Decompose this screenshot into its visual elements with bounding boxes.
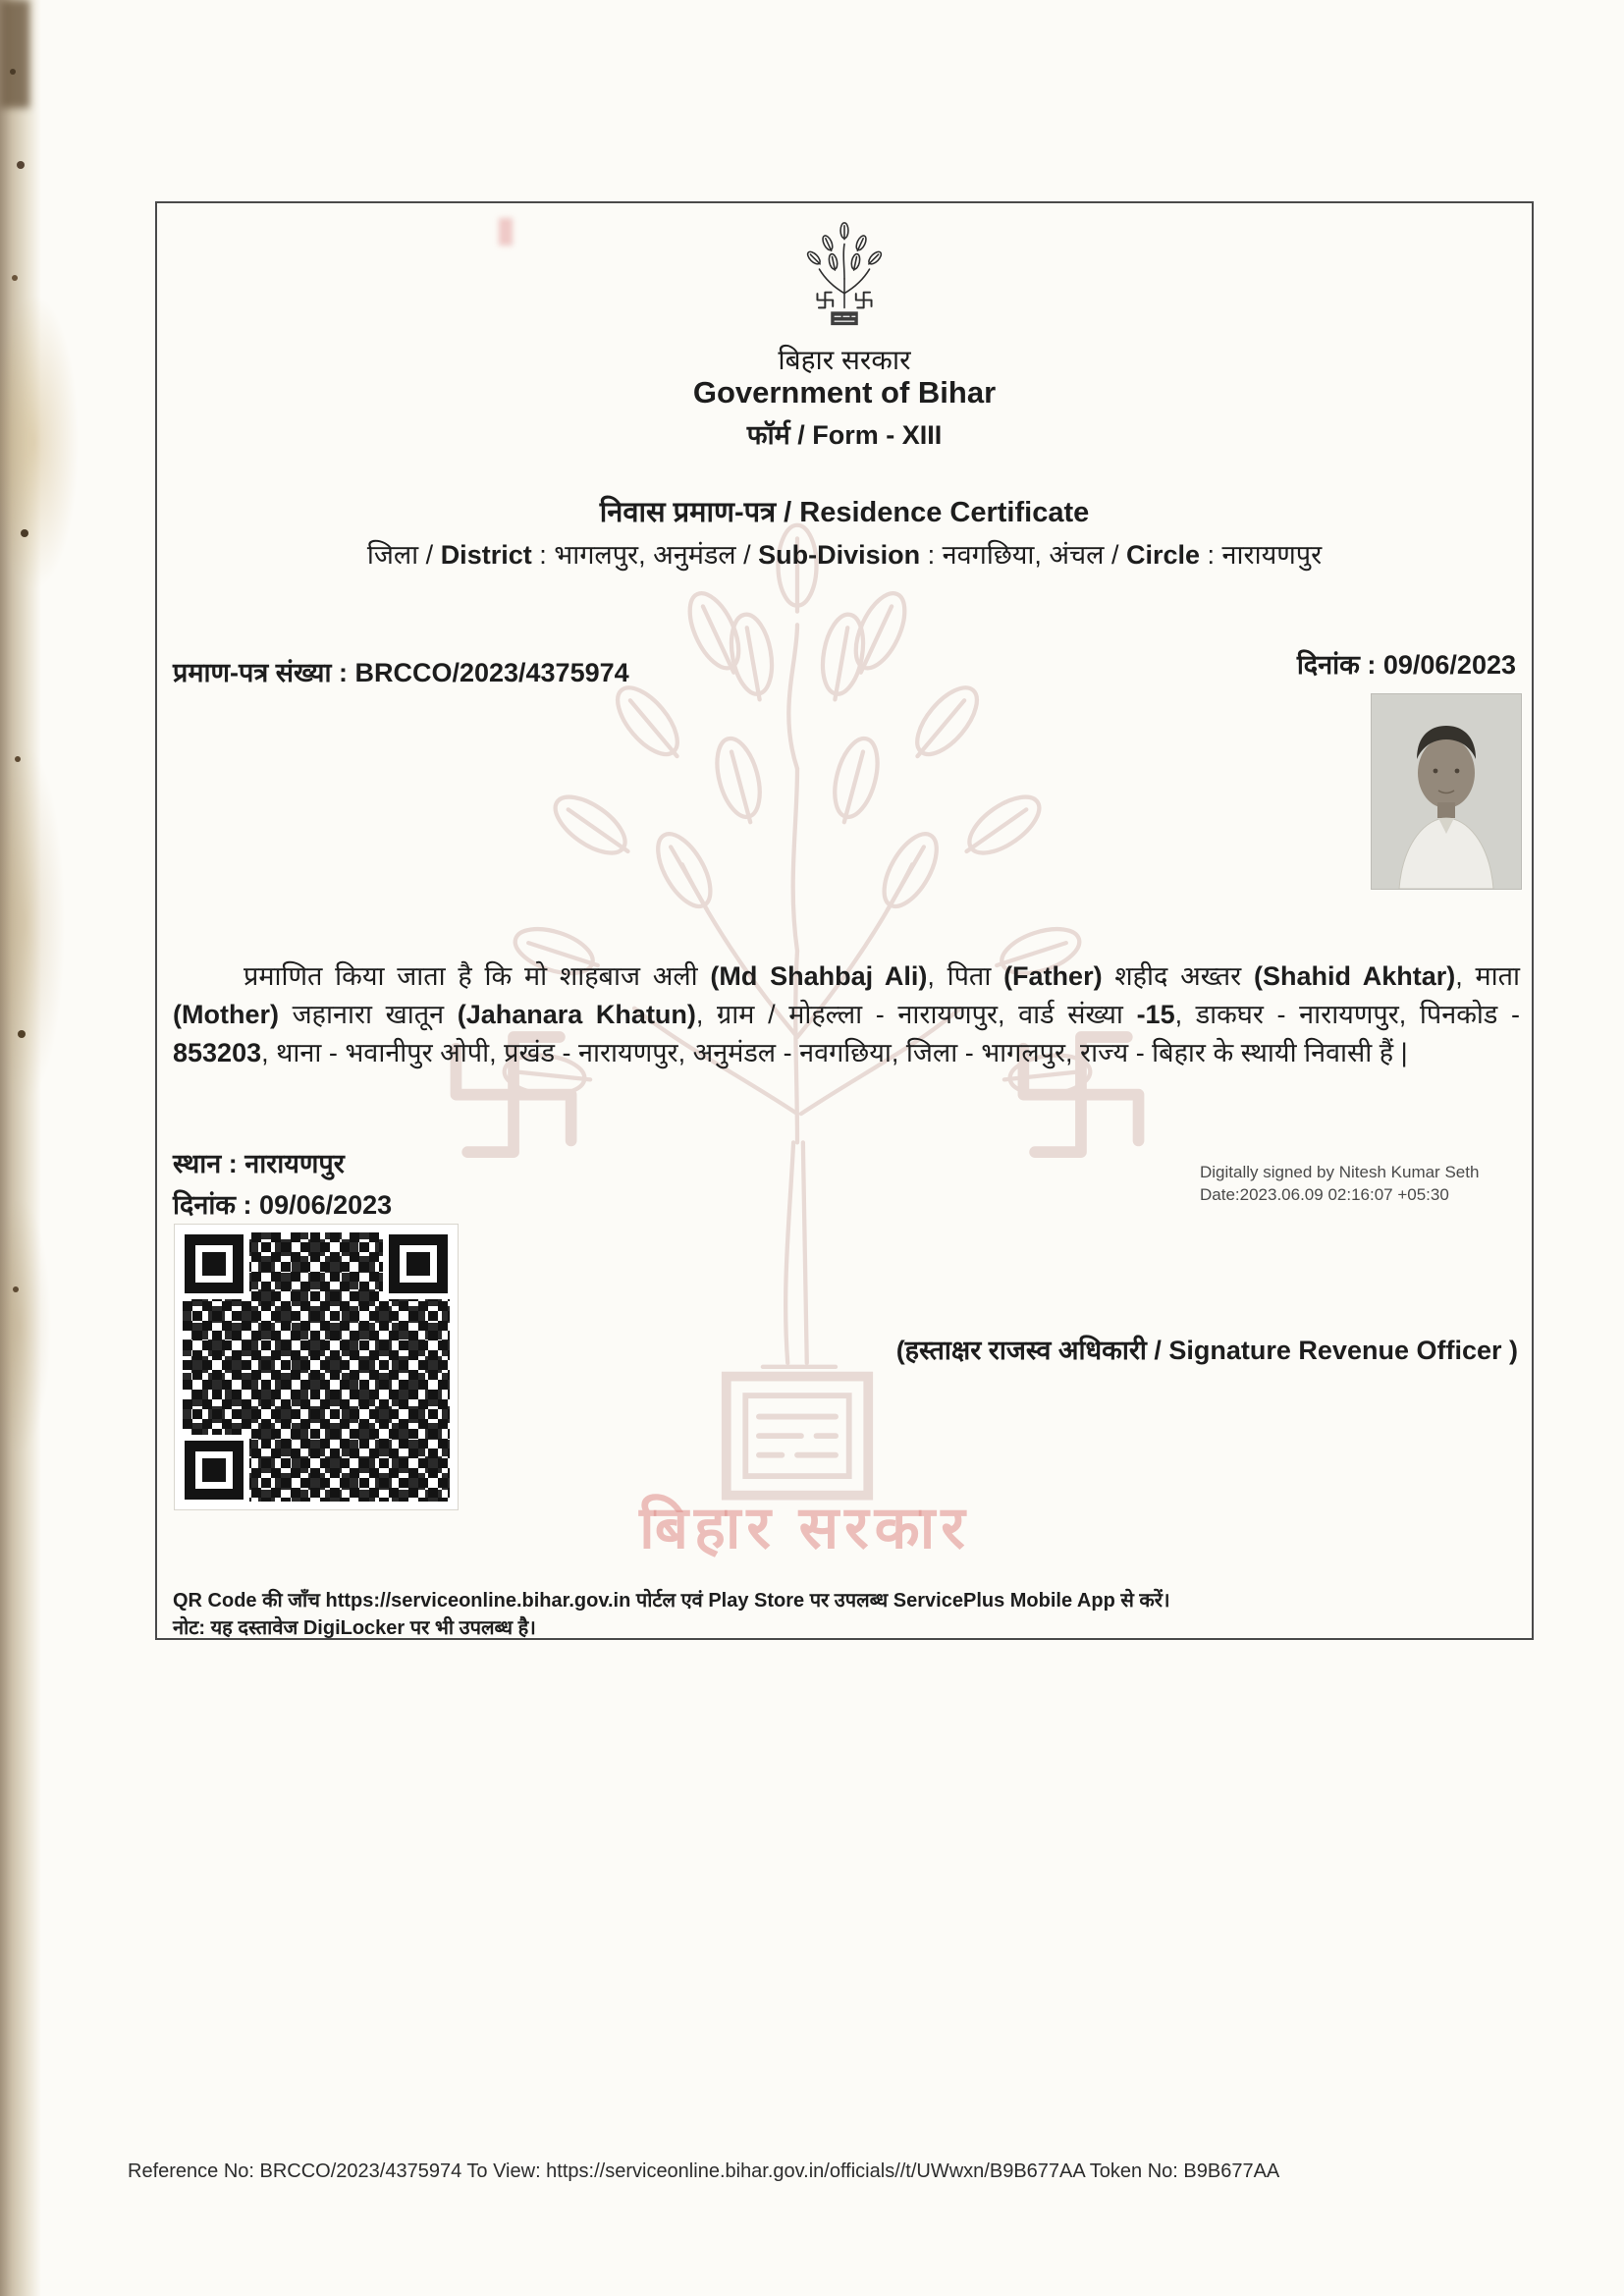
paper-specks [10, 69, 16, 75]
certificate-number: प्रमाण-पत्र संख्या : BRCCO/2023/4375974 [173, 658, 629, 687]
government-name-hindi: बिहार सरकार [778, 345, 911, 375]
portrait-photo-icon [1372, 694, 1521, 889]
qr-finder-pattern [185, 1234, 244, 1293]
bihar-government-emblem-icon [786, 211, 902, 337]
certificate-title: निवास प्रमाण-पत्र / Residence Certificate [599, 497, 1090, 528]
district-subdivision-circle-line: जिला / District : भागलपुर, अनुमंडल / Sub-Division : नवगछिया, अंचल / Circle : नारायणपुर [366, 540, 1323, 570]
digital-signature-by: Digitally signed by Nitesh Kumar Seth [1200, 1163, 1480, 1181]
paper-stain [0, 746, 65, 1100]
sign-date-line: दिनांक : 09/06/2023 [173, 1190, 393, 1220]
digital-signature-date: Date:2023.06.09 02:16:07 +05:30 [1200, 1185, 1449, 1204]
qr-finder-pattern [185, 1441, 244, 1500]
qr-verification-note: QR Code की जाँच https://serviceonline.bihar.gov.in पोर्टल एवं Play Store पर उपलब्ध ServicePlus Mobile App से करें। [173, 1590, 1170, 1612]
issue-date: दिनांक : 09/06/2023 [1296, 650, 1516, 680]
government-name-english: Government of Bihar [692, 375, 997, 410]
reference-number-line: Reference No: BRCCO/2023/4375974 To View: https://serviceonline.bihar.gov.in/officials//t/UWwxn/B9B677AA Token No: B9B677AA [128, 2160, 1280, 2182]
form-number-line: फॉर्म / Form - XIII [746, 420, 943, 450]
digilocker-note: नोट: यह दस्तावेज DigiLocker पर भी उपलब्ध है। [173, 1617, 536, 1639]
certificate-border-box [155, 201, 1534, 1640]
signature-revenue-officer-line: (हस्ताक्षर राजस्व अधिकारी / Signature Revenue Officer ) [895, 1336, 1518, 1365]
paper-stain [0, 295, 79, 589]
qr-finder-pattern [389, 1234, 448, 1293]
scan-corner-stain [0, 0, 29, 108]
digital-signature-stamp [1200, 1161, 1534, 1206]
applicant-photo [1372, 694, 1521, 889]
qr-code [175, 1225, 458, 1509]
certification-paragraph: प्रमाणित किया जाता है कि मो शाहबाज अली (Md Shahbaj Ali), पिता (Father) शहीद अख्तर (Shahid Akhtar), माता (Mother) जहानारा खातून (Jahanara Khatun), ग्राम / मोहल्ला - नारायणपुर, वार्ड संख्या -15, डाकघर - नारायणपुर, पिनकोड - 853203, थाना - भवानीपुर ओपी, प्रखंड - नारायणपुर, अनुमंडल - नवगछिया, जिला - भागलपुर, राज्य - बिहार के स्थायी निवासी हैं | [173, 961, 1520, 1067]
watermark-text: बिहार सरकार [639, 1495, 971, 1560]
paper-stain [0, 1198, 51, 1453]
place-line: स्थान : नारायणपुर [173, 1149, 345, 1178]
